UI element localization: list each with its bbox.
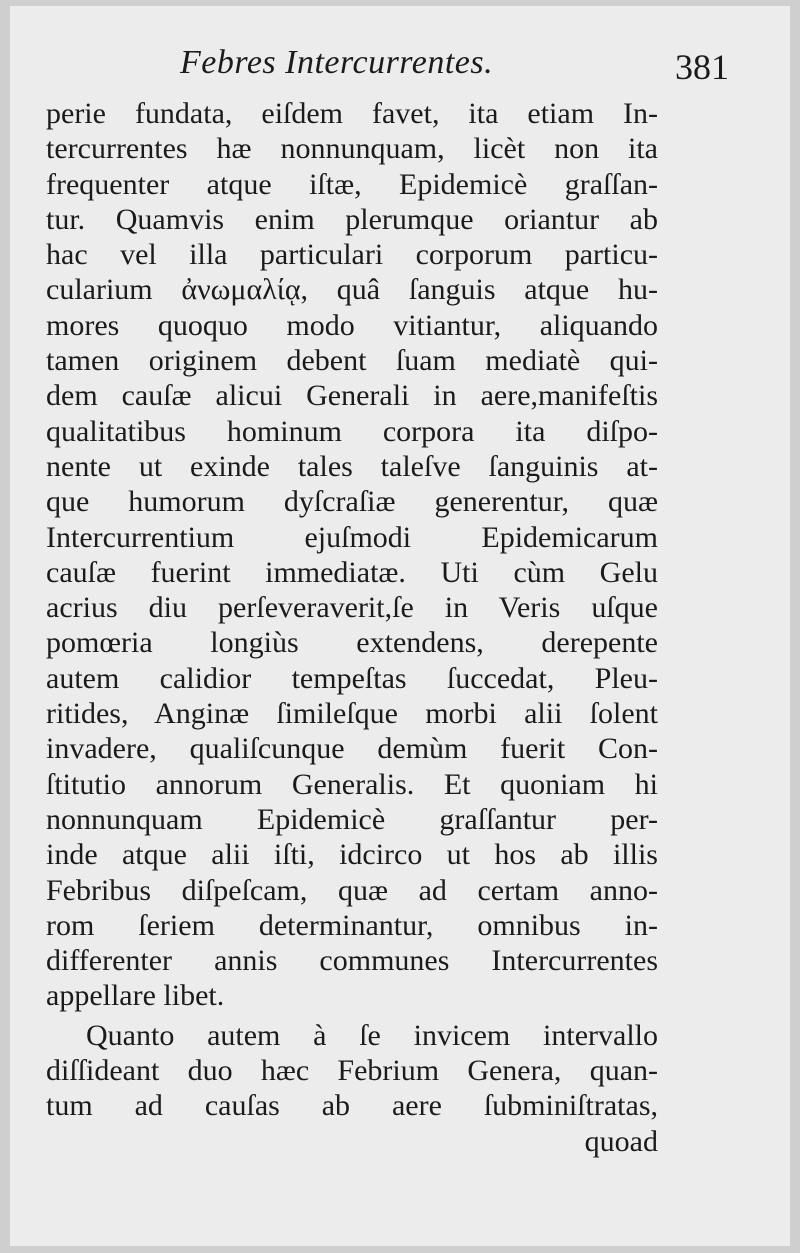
body-text bbox=[46, 96, 658, 1159]
text-line: tercurrentes hæ nonnunquam, licèt non ita bbox=[46, 132, 658, 166]
text-line: appellare libet. bbox=[46, 979, 225, 1013]
text-line: dem cauſæ alicui Generali in aere,manifeſtis bbox=[46, 379, 658, 413]
text-line: nonnunquam Epidemicè graſſantur per- bbox=[46, 802, 658, 836]
text-line: hac vel illa particulari corporum particu- bbox=[46, 238, 658, 272]
text-line: Febribus diſpeſcam, quæ ad certam anno- bbox=[46, 873, 658, 907]
book-page bbox=[10, 6, 790, 1246]
text-line: Intercurrentium ejuſmodi Epidemicarum bbox=[46, 520, 658, 554]
text-line: cauſæ fuerint immediatæ. Uti cùm Gelu bbox=[46, 555, 658, 589]
paragraph-2 bbox=[46, 1018, 658, 1124]
catchword: quoad bbox=[584, 1124, 658, 1158]
running-title: Febres Intercurrentes. bbox=[180, 44, 494, 81]
text-line: rom ſeriem determinantur, omnibus in- bbox=[46, 908, 658, 942]
page-number: 381 bbox=[675, 47, 729, 87]
text-line: autem calidior tempeſtas ſuccedat, Pleu- bbox=[46, 661, 658, 695]
text-line: perie fundata, eiſdem favet, ita etiam In- bbox=[46, 97, 658, 130]
page-header bbox=[10, 44, 790, 96]
text-line: acrius diu perſeveraverit,ſe in Veris uſque bbox=[46, 591, 658, 625]
text-line: invadere, qualiſcunque demùm fuerit Con- bbox=[46, 732, 658, 766]
text-line: qualitatibus hominum corpora ita diſpo- bbox=[46, 414, 658, 448]
text-line: inde atque alii iſti, idcirco ut hos ab illis bbox=[46, 838, 658, 872]
text-line: differenter annis communes Intercurrentes bbox=[46, 944, 658, 978]
text-line: que humorum dyſcraſiæ generentur, quæ bbox=[46, 485, 658, 519]
text-line: cularium ἀνωμαλίᾳ, quâ ſanguis atque hu- bbox=[46, 273, 658, 307]
text-line: tamen originem debent ſuam mediatè qui- bbox=[46, 344, 658, 378]
paragraph-1 bbox=[46, 96, 658, 1014]
text-line: Quanto autem à ſe invicem intervallo bbox=[86, 1018, 658, 1052]
text-line: ſtitutio annorum Generalis. Et quoniam hi bbox=[46, 767, 658, 801]
text-line: frequenter atque iſtæ, Epidemicè graſſan- bbox=[46, 167, 658, 201]
text-line: ritides, Anginæ ſimileſque morbi alii ſolent bbox=[46, 697, 658, 731]
text-line: diſſideant duo hæc Febrium Genera, quan- bbox=[46, 1054, 658, 1088]
text-line: tum ad cauſas ab aere ſubminiſtratas, bbox=[46, 1089, 658, 1123]
text-line: mores quoquo modo vitiantur, aliquando bbox=[46, 308, 658, 342]
text-line: pomœria longiùs extendens, derepente bbox=[46, 626, 658, 660]
text-line: nente ut exinde tales taleſve ſanguinis at- bbox=[46, 449, 658, 483]
text-line: tur. Quamvis enim plerumque oriantur ab bbox=[46, 202, 658, 236]
